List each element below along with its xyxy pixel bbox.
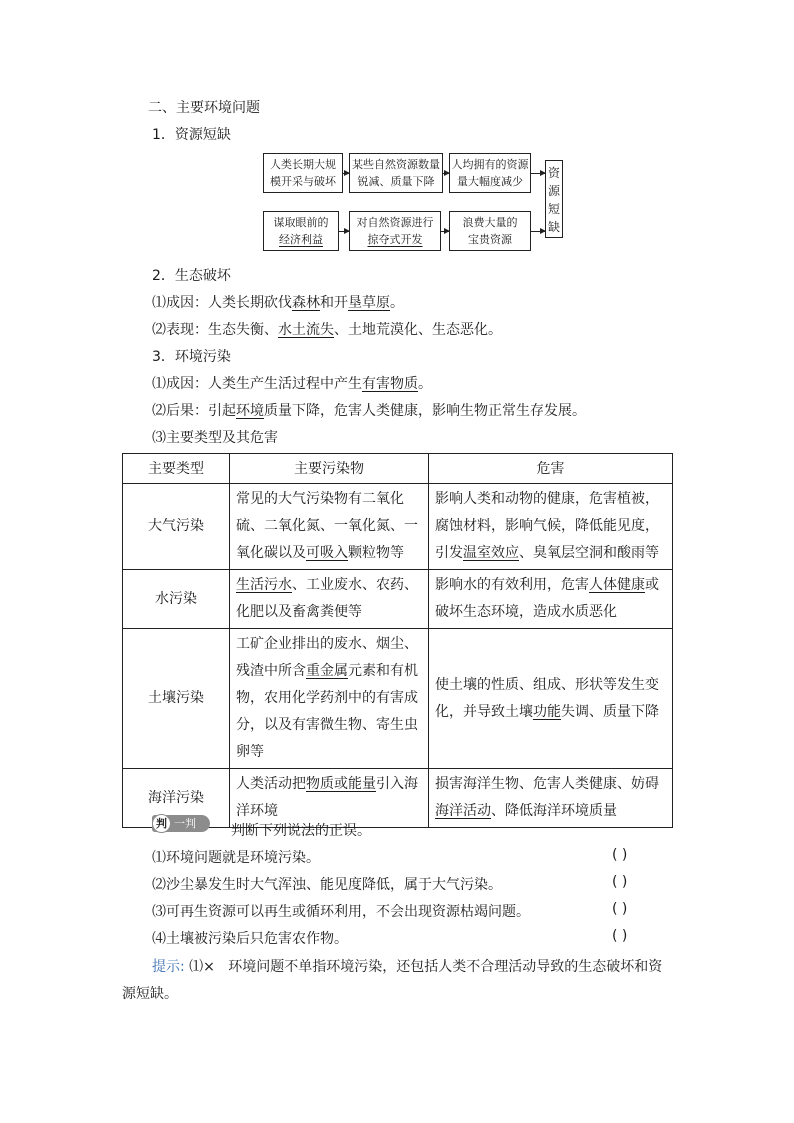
judge-item-2: ⑵沙尘暴发生时大气浑浊、能见度降低，属于大气污染。 [152,877,502,893]
hint-text: 环境问题不单指环境污染，还包括人类不合理活动导致的生态破坏和资 [228,959,663,975]
section-title: 二、主要环境问题 [148,100,260,116]
pollution-cause: ⑴成因：人类生产生活过程中产生有害物质。 [152,376,432,392]
judge-item-3: ⑶可再生资源可以再生或循环利用，不会出现资源枯竭问题。 [152,904,530,920]
flow-arrow-4 [339,231,349,232]
table-row [123,629,673,769]
cell-harm: 影响人类和动物的健康，危害植被，腐蚀材料，影响气候，降低能见度，引发温室效应、臭氧层空洞和酸雨等 [429,484,673,570]
cell-harm: 损害海洋生物、危害人类健康、妨碍海洋活动、降低海洋环境质量 [429,769,673,828]
answer-bracket-2[interactable]: ( ) [612,874,628,890]
flow-arrow-5 [441,231,449,232]
cell-pollutants: 人类活动把物质或能量引入海洋环境 [230,769,429,828]
subsection-eco-destruction: 2．生态破坏 [152,268,231,284]
table-header-row [123,454,673,484]
flow-arrow-6 [531,231,545,232]
table-row [123,484,673,570]
cell-type: 土壤污染 [123,629,230,769]
judge-item-1: ⑴环境问题就是环境污染。 [152,850,320,866]
judge-item-4: ⑷土壤被污染后只危害农作物。 [152,931,348,947]
cell-harm: 使土壤的性质、组成、形状等发生变化，并导致土壤功能失调、质量下降 [429,629,673,769]
cell-pollutants: 生活污水、工业废水、农药、化肥以及畜禽粪便等 [230,570,429,629]
cell-pollutants: 常见的大气污染物有二氧化硫、二氧化氮、一氧化氮、一氧化碳以及可吸入颗粒物等 [230,484,429,570]
header-type: 主要类型 [123,454,230,484]
table-row [123,570,673,629]
eco-manifestation: ⑵表现：生态失衡、水土流失、土地荒漠化、生态恶化。 [152,322,502,338]
hint-line-2: 源短缺。 [122,986,178,1002]
header-harm: 危害 [429,454,673,484]
pollution-result: ⑵后果：引起环境质量下降，危害人类健康，影响生物正常生存发展。 [152,403,586,419]
cell-type: 水污染 [123,570,230,629]
answer-bracket-4[interactable]: ( ) [612,928,628,944]
cell-pollutants: 工矿企业排出的废水、烟尘、残渣中所含重金属元素和有机物，农用化学药剂中的有害成分，以及有害微生物、寄生虫卵等 [230,629,429,769]
flow-box-resource-decline: 某些自然资源数量 锐减、质量下降 [349,153,443,193]
flow-arrow-3 [531,173,545,174]
cell-harm: 影响水的有效利用，危害人体健康或破坏生态环境，造成水质恶化 [429,570,673,629]
flow-box-waste: 浪费大量的 宝贵资源 [449,211,531,251]
answer-bracket-1[interactable]: ( ) [612,847,628,863]
judge-badge [152,815,210,832]
judge-intro: 判断下列说法的正误。 [231,823,371,839]
subsection-pollution: 3．环境污染 [152,349,231,365]
cell-type: 大气污染 [123,484,230,570]
flow-result-shortage: 资 源 短 缺 [545,160,563,238]
answer-bracket-3[interactable]: ( ) [612,901,628,917]
judge-badge-text: 一判 [174,817,196,830]
hint-mark: ⑴× [184,959,215,975]
flow-box-overexploit: 人类长期大规 模开采与破坏 [263,153,343,193]
eco-cause: ⑴成因：人类长期砍伐森林和开垦草原。 [152,295,404,311]
subsection-resource-shortage: 1．资源短缺 [152,127,231,143]
flow-box-plunder: 对自然资源进行 掠夺式开发 [349,211,441,251]
pollution-types-title: ⑶主要类型及其危害 [152,430,278,446]
hint-line-1 [152,956,662,976]
judge-badge-char: 判 [152,814,171,833]
flow-box-per-capita-drop: 人均拥有的资源 量大幅度减少 [449,153,531,193]
hint-label: 提示: [152,959,185,975]
flow-box-short-term-profit: 谋取眼前的 经济利益 [263,211,339,251]
cell-type: 海洋污染 [123,769,230,828]
pollution-table [122,453,673,828]
header-pollutants: 主要污染物 [230,454,429,484]
